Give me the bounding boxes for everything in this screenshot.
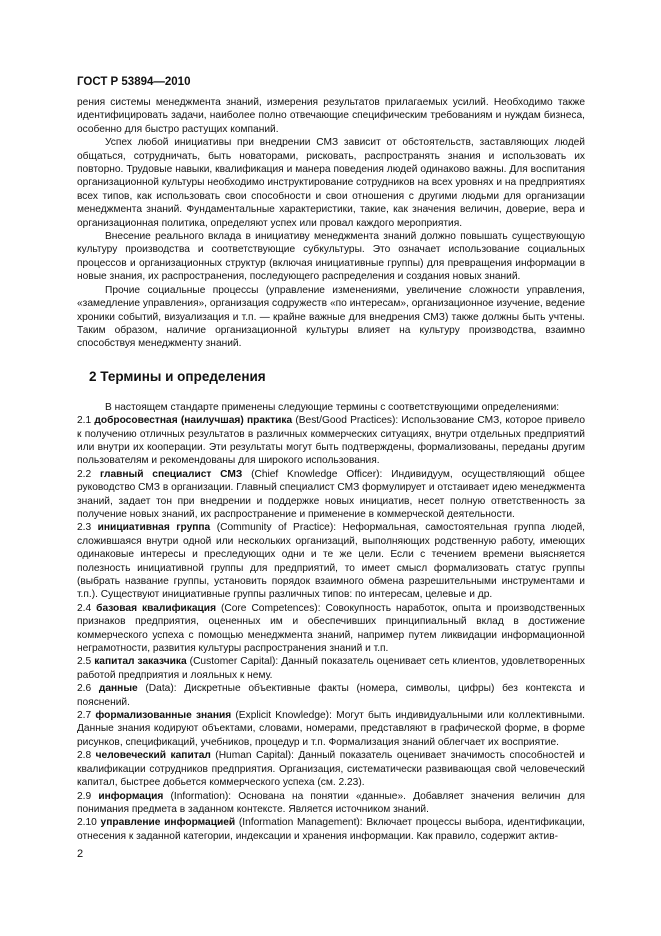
term-number: 2.2 [77,468,92,480]
body-paragraph: Внесение реального вклада в инициативу менеджмента знаний должно повышать существующую культуру производства и соответствующие субкультуры. Это означает использование социальных процессов и организационных структур (включая инициативные группы) для превращения информации в новые знания, их распространения, последующего распределения и создания новых знаний. [77,231,585,283]
term-number: 2.3 [77,522,92,534]
term-entry [77,468,585,522]
term-definition: (Chief Knowledge Officer): Индивидуум, осуществляющий общее руководство СМЗ в организации. Главный специалист СМЗ формулирует и отстаивает идею менеджмента знаний, задает тон при внедрении и поддержке новых инициатив, несет полную ответственность за получение новых знаний, их распространение и применение в коммерческой деятельности. [77,468,585,520]
term-entry [77,816,585,843]
term-number: 2.7 [77,710,92,722]
term-entry [77,655,585,682]
term-definition: (Information Management): Включает процессы выбора, идентификации, отнесения к заданной категории, индексации и хранения информации. Как правило, содержит актив- [77,817,585,842]
term-name: главный специалист СМЗ [99,468,243,480]
term-definition: (Human Capital): Данный показатель оценивает значимость способностей и квалификации сотрудников предприятия. Организация, систематически развивающая свой человеческий капитал, быстрее добьется коммерческого успеха (см. 2.23). [77,750,585,789]
term-entry [77,790,585,817]
term-name: инициативная группа [97,522,211,534]
document-header: ГОСТ Р 53894—2010 [77,76,191,88]
term-name: капитал заказчика [94,656,187,668]
term-name: добросовестная (наилучшая) практика [94,415,293,427]
term-name: формализованные знания [95,710,232,722]
term-number: 2.10 [77,817,97,829]
section-lead: В настоящем стандарте применены следующие термины с соответствующими определениями: [105,401,560,413]
term-number: 2.5 [77,656,92,668]
term-definition: (Explicit Knowledge): Могут быть индивидуальными или коллективными. Данные знания кодируют объектами, словами, номерами, представляют в графической форме, в форме рисунков, спецификаций, учебников, процедур и т.п. Формализация знаний облегчает их восприятие. [77,710,585,748]
term-name: человеческий капитал [95,750,211,762]
body-paragraph: Успех любой инициативы при внедрении СМЗ зависит от обстоятельств, заставляющих людей общаться, сотрудничать, быть новаторами, рисковать, распространять знания и использовать их повторно. Трудовые навыки, квалификация и манера поведения людей одинаково важны. Для воспитания организационной культуры необходимо инструктирование сотрудников на всех уровнях и на предприятиях всех типов, как использовать свои способности и свои отношения с другими людьми для организации менеджмента знаний. Фундаментальные характеристики, такие, как значения величин, доверие, вера и организационная политика, определяют успех или провал каждого мероприятия. [77,137,585,229]
page-content [77,96,585,843]
term-entry [77,709,585,749]
term-number: 2.1 [77,415,92,427]
section-heading: 2 Термины и определения [89,368,266,384]
term-definition: (Customer Capital): Данный показатель оценивает сеть клиентов, удовлетворенных работой предприятия и лояльных к нему. [77,656,585,681]
term-entry [77,749,585,789]
term-entry [77,602,585,656]
term-entry [77,414,585,468]
term-definition: (Information): Основана на понятии «данные». Добавляет значения величин для понимания предмета в заданном контексте. Является источником знаний. [77,790,585,815]
term-name: управление информацией [100,817,236,829]
term-definition: (Data): Дискретные объективные факты (номера, символы, цифры) без контекста и пояснений. [77,683,585,708]
term-definition: (Best/Good Practices): Использование СМЗ, которое привело к получению отличных результатов в различных коммерческих ситуациях, внутри отдельных предприятий или внутри их кооперации. Эти результаты могут быть подтверждены, формализованы, переданы другим пользователям и рекомендованы для широкого использования. [77,415,585,467]
term-number: 2.8 [77,750,92,762]
term-definition: (Community of Practice): Неформальная, самостоятельная группа людей, сложившаяся внутри одной или нескольких организаций, выполняющих родственную работу, имеющих одинаковые интересы и преследующих одни и те же цели. Если с течением времени выясняется полезность инициативной группы для предприятий, то имеет смысл формализовать статус группы (выбрать название группы, установить порядок взаимного обмена разрешительными инструментами и т.п.). Существуют инициативные группы различных типов: по интересам, целевые и др. [77,522,585,601]
body-paragraph: Прочие социальные процессы (управление изменениями, увеличение сложности управления, «замедление управления», организация содружеств «по интересам», организационное изучение, ведение хроники событий, визуализация и т.п. — крайне важные для внедрения СМЗ) также должны быть учтены. Таким образом, наличие организационной культуры влияет на культуру производства, взаимно способствуя менеджменту знаний. [77,284,585,350]
term-number: 2.9 [77,790,92,802]
page-number: 2 [77,848,84,860]
term-name: информация [98,790,164,802]
term-name: данные [98,683,138,695]
term-name: базовая квалификация [96,602,217,614]
body-paragraph: рения системы менеджмента знаний, измерения результатов прилагаемых усилий. Необходимо также идентифицировать задачи, наиболее полно отвечающие специфическим требованиям и нуждам бизнеса, особенно для быстро растущих компаний. [77,97,585,135]
term-definition: (Core Competences): Совокупность наработок, опыта и производственных признаков предприятия, оцененных им и обеспечивших принципиальный вклад в достижение коммерческого успеха с помощью менеджмента знаний, например путем ликвидации информационной неграмотности, развития культуры распространения знаний и т.п. [77,602,585,655]
term-number: 2.6 [77,683,92,695]
term-number: 2.4 [77,602,92,614]
term-entry [77,682,585,709]
term-entry [77,521,585,601]
